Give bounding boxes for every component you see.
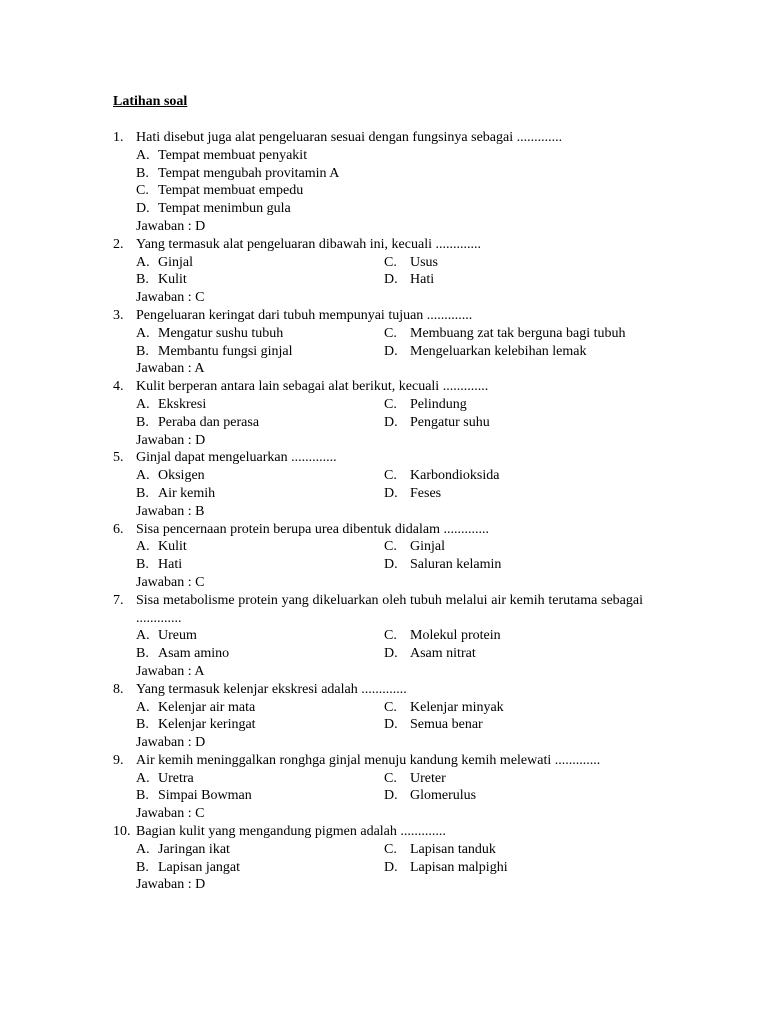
option-text: Kelenjar keringat — [158, 717, 256, 733]
question-item — [113, 378, 643, 449]
option-text: Ginjal — [158, 254, 193, 270]
question-number: 2. — [113, 236, 124, 252]
option-text: Pengatur suhu — [410, 414, 490, 430]
option-text: Tempat membuat empedu — [158, 183, 304, 199]
answer-option — [384, 254, 642, 272]
question-item — [113, 129, 643, 236]
question-text: Yang termasuk kelenjar ekskresi adalah ............. — [136, 681, 407, 697]
option-list — [113, 627, 643, 663]
option-letter: A. — [136, 254, 150, 270]
answer-option — [384, 699, 642, 717]
question-text: Pengeluaran keringat dari tubuh mempunyai tujuan ............. — [136, 307, 473, 323]
question-stem — [113, 449, 643, 467]
option-text: Ureum — [158, 628, 197, 644]
answer-option — [136, 325, 384, 343]
option-text: Mengeluarkan kelebihan lemak — [410, 343, 587, 359]
answer-option — [136, 343, 384, 361]
question-text: Hati disebut juga alat pengeluaran sesuai dengan fungsinya sebagai ............. — [136, 130, 563, 145]
answer-option — [136, 200, 642, 218]
option-list — [113, 699, 643, 735]
option-text: Jaringan ikat — [158, 841, 230, 857]
question-text: Sisa pencernaan protein berupa urea dibentuk didalam ............. — [136, 521, 489, 537]
option-letter: B. — [136, 646, 149, 662]
answer-key: Jawaban : A — [136, 663, 205, 679]
option-text: Oksigen — [158, 468, 205, 484]
option-letter: C. — [384, 699, 397, 715]
answer-option — [384, 414, 642, 432]
answer-option — [384, 271, 642, 289]
question-number: 5. — [113, 450, 124, 466]
answer-option — [384, 627, 642, 645]
option-text: Lapisan malpighi — [410, 859, 508, 875]
option-text: Feses — [410, 485, 442, 501]
option-list — [113, 841, 643, 877]
answer-option — [384, 841, 642, 859]
answer-option — [136, 627, 384, 645]
answer-option — [136, 787, 384, 805]
question-number: 7. — [113, 592, 124, 608]
option-text: Lapisan jangat — [158, 859, 241, 875]
option-text: Air kemih — [158, 485, 216, 501]
option-letter: D. — [384, 485, 398, 501]
question-stem — [113, 378, 643, 396]
option-letter: B. — [136, 272, 149, 288]
answer-option — [136, 556, 384, 574]
question-item — [113, 236, 643, 307]
option-letter: D. — [384, 414, 398, 430]
answer-option — [384, 770, 642, 788]
question-item — [113, 592, 643, 681]
answer-option — [136, 859, 384, 877]
option-letter: C. — [384, 396, 397, 412]
answer-option — [136, 699, 384, 717]
question-item — [113, 752, 643, 823]
question-stem — [113, 236, 643, 254]
answer-option — [384, 787, 642, 805]
option-text: Kelenjar minyak — [410, 699, 504, 715]
option-letter: D. — [384, 859, 398, 875]
answer-option — [136, 841, 384, 859]
answer-option — [136, 147, 642, 165]
answer-key: Jawaban : C — [136, 574, 205, 590]
answer-option — [136, 165, 642, 183]
question-stem — [113, 823, 643, 841]
option-letter: B. — [136, 859, 149, 875]
question-stem — [113, 521, 643, 539]
option-text: Uretra — [158, 770, 194, 786]
option-letter: C. — [384, 770, 397, 786]
answer-option — [136, 414, 384, 432]
option-text: Hati — [410, 272, 435, 288]
question-list — [113, 129, 643, 894]
option-letter: D. — [384, 557, 398, 573]
option-letter: A. — [136, 770, 150, 786]
option-text: Membuang zat tak berguna bagi tubuh — [410, 325, 626, 341]
page-title: Latihan soal — [113, 94, 188, 109]
option-letter: C. — [384, 325, 397, 341]
option-text: Tempat membuat penyakit — [158, 147, 308, 163]
answer-key: Jawaban : D — [136, 735, 206, 751]
answer-option — [136, 271, 384, 289]
option-text: Simpai Bowman — [158, 788, 252, 804]
question-item — [113, 521, 643, 592]
question-text: Sisa metabolisme protein yang dikeluarkan oleh tubuh melalui air kemih terutama sebagai ............. — [136, 592, 643, 626]
option-letter: C. — [384, 468, 397, 484]
option-letter: A. — [136, 147, 150, 163]
option-letter: D. — [384, 646, 398, 662]
option-list — [113, 325, 643, 361]
option-text: Saluran kelamin — [410, 557, 502, 573]
option-letter: B. — [136, 485, 149, 501]
option-letter: A. — [136, 841, 150, 857]
answer-option — [384, 859, 642, 877]
question-number: 3. — [113, 307, 124, 323]
option-letter: A. — [136, 539, 150, 555]
question-item — [113, 449, 643, 520]
question-stem — [113, 129, 643, 147]
answer-option — [136, 182, 642, 200]
option-letter: A. — [136, 396, 150, 412]
question-item — [113, 681, 643, 752]
option-text: Hati — [158, 557, 183, 573]
question-text: Yang termasuk alat pengeluaran dibawah ini, kecuali ............. — [136, 236, 481, 252]
question-number: 4. — [113, 379, 124, 395]
option-letter: C. — [384, 539, 397, 555]
question-number: 8. — [113, 681, 124, 697]
question-text: Air kemih meninggalkan ronghga ginjal menuju kandung kemih melewati ............. — [136, 752, 601, 768]
option-text: Asam amino — [158, 646, 230, 662]
question-text: Ginjal dapat mengeluarkan ............. — [136, 450, 337, 466]
option-list — [113, 467, 643, 503]
answer-key: Jawaban : B — [136, 503, 205, 519]
option-list — [113, 254, 643, 290]
question-number: 6. — [113, 521, 124, 537]
option-text: Tempat menimbun gula — [158, 201, 291, 217]
option-text: Tempat mengubah provitamin A — [158, 165, 340, 181]
option-text: Glomerulus — [410, 788, 477, 804]
answer-option — [136, 254, 384, 272]
answer-key: Jawaban : C — [136, 290, 205, 306]
option-text: Ekskresi — [158, 396, 207, 412]
answer-option — [136, 396, 384, 414]
answer-option — [384, 485, 642, 503]
option-letter: A. — [136, 468, 150, 484]
question-stem — [113, 752, 643, 770]
answer-option — [384, 556, 642, 574]
question-number: 1. — [113, 130, 124, 145]
answer-key: Jawaban : D — [136, 218, 206, 234]
option-letter: B. — [136, 414, 149, 430]
option-letter: D. — [136, 201, 150, 217]
question-number: 9. — [113, 752, 124, 768]
option-text: Pelindung — [410, 396, 467, 412]
option-letter: B. — [136, 557, 149, 573]
option-letter: B. — [136, 717, 149, 733]
answer-option — [136, 485, 384, 503]
answer-option — [136, 645, 384, 663]
question-text: Kulit berperan antara lain sebagai alat berikut, kecuali ............. — [136, 379, 489, 395]
option-letter: B. — [136, 788, 149, 804]
answer-option — [384, 325, 642, 343]
question-stem — [113, 681, 643, 699]
option-letter: D. — [384, 343, 398, 359]
option-letter: D. — [384, 717, 398, 733]
option-letter: C. — [384, 628, 397, 644]
option-text: Ureter — [410, 770, 446, 786]
option-letter: C. — [136, 183, 149, 199]
answer-option — [136, 467, 384, 485]
answer-option — [384, 396, 642, 414]
option-text: Semua benar — [410, 717, 483, 733]
answer-option — [136, 538, 384, 556]
option-letter: B. — [136, 165, 149, 181]
option-text: Kulit — [158, 539, 187, 555]
answer-option — [384, 467, 642, 485]
option-text: Peraba dan perasa — [158, 414, 260, 430]
option-list — [113, 396, 643, 432]
option-text: Kelenjar air mata — [158, 699, 256, 715]
option-letter: D. — [384, 788, 398, 804]
option-text: Usus — [410, 254, 439, 270]
option-letter: A. — [136, 325, 150, 341]
option-list — [113, 770, 643, 806]
option-text: Kulit — [158, 272, 187, 288]
option-letter: B. — [136, 343, 149, 359]
option-letter: A. — [136, 699, 150, 715]
answer-key: Jawaban : D — [136, 432, 206, 448]
answer-option — [136, 716, 384, 734]
question-stem — [113, 592, 643, 628]
option-text: Membantu fungsi ginjal — [158, 343, 293, 359]
answer-option — [384, 343, 642, 361]
question-text: Bagian kulit yang mengandung pigmen adalah ............. — [136, 824, 446, 840]
option-text: Lapisan tanduk — [410, 841, 496, 857]
option-letter: C. — [384, 841, 397, 857]
question-stem — [113, 307, 643, 325]
question-item — [113, 307, 643, 378]
option-text: Karbondioksida — [410, 468, 500, 484]
option-letter: D. — [384, 272, 398, 288]
option-list — [113, 538, 643, 574]
option-text: Mengatur sushu tubuh — [158, 325, 284, 341]
option-text: Molekul protein — [410, 628, 501, 644]
answer-option — [384, 538, 642, 556]
option-text: Ginjal — [410, 539, 445, 555]
answer-option — [384, 716, 642, 734]
option-text: Asam nitrat — [410, 646, 476, 662]
answer-option — [136, 770, 384, 788]
option-list — [113, 147, 643, 218]
answer-key: Jawaban : A — [136, 361, 205, 377]
answer-key: Jawaban : D — [136, 877, 206, 893]
question-item — [113, 823, 643, 894]
option-letter: A. — [136, 628, 150, 644]
answer-key: Jawaban : C — [136, 806, 205, 822]
option-letter: C. — [384, 254, 397, 270]
question-number: 10. — [113, 824, 131, 840]
answer-option — [384, 645, 642, 663]
